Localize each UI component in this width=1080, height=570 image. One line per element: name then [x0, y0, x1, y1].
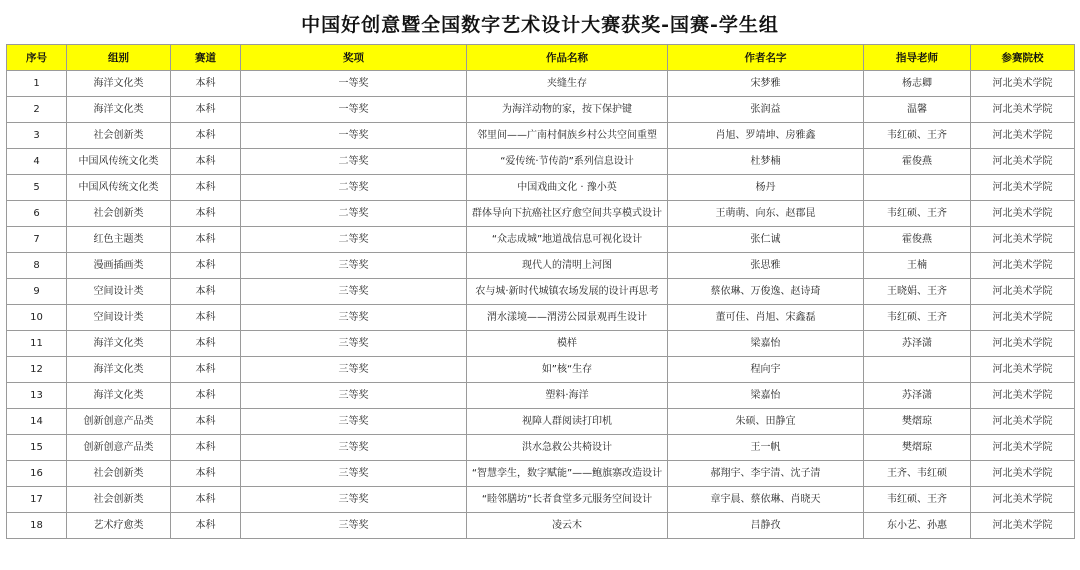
cell-advisors: 韦红硕、王齐 — [864, 201, 971, 227]
cell-work-title: 群体导向下抗癌社区疗愈空间共享模式设计 — [467, 201, 668, 227]
cell-index: 2 — [7, 97, 67, 123]
cell-authors: 梁嘉怡 — [668, 331, 864, 357]
cell-category: 社会创新类 — [67, 201, 171, 227]
cell-category: 社会创新类 — [67, 461, 171, 487]
cell-track: 本科 — [171, 487, 241, 513]
cell-advisors: 韦红硕、王齐 — [864, 305, 971, 331]
cell-category: 海洋文化类 — [67, 331, 171, 357]
cell-category: 创新创意产品类 — [67, 435, 171, 461]
table-row — [7, 305, 1075, 331]
cell-school: 河北美术学院 — [971, 97, 1075, 123]
cell-award: 三等奖 — [241, 253, 467, 279]
cell-award: 一等奖 — [241, 97, 467, 123]
cell-index: 10 — [7, 305, 67, 331]
cell-authors: 吕静孜 — [668, 513, 864, 539]
cell-advisors: 王齐、韦红硕 — [864, 461, 971, 487]
cell-index: 9 — [7, 279, 67, 305]
cell-authors: 杨丹 — [668, 175, 864, 201]
cell-track: 本科 — [171, 175, 241, 201]
table-row — [7, 279, 1075, 305]
cell-advisors — [864, 357, 971, 383]
cell-school: 河北美术学院 — [971, 461, 1075, 487]
table-row — [7, 149, 1075, 175]
cell-index: 8 — [7, 253, 67, 279]
cell-work-title: “爱传统·节传韵”系列信息设计 — [467, 149, 668, 175]
cell-track: 本科 — [171, 253, 241, 279]
cell-track: 本科 — [171, 383, 241, 409]
cell-track: 本科 — [171, 227, 241, 253]
cell-advisors: 樊熠琼 — [864, 435, 971, 461]
cell-index: 11 — [7, 331, 67, 357]
cell-work-title: 为海洋动物的家，按下保护键 — [467, 97, 668, 123]
table-row — [7, 487, 1075, 513]
cell-authors: 宋梦雅 — [668, 71, 864, 97]
cell-category: 红色主题类 — [67, 227, 171, 253]
cell-school: 河北美术学院 — [971, 305, 1075, 331]
table-body — [7, 71, 1075, 539]
cell-advisors — [864, 175, 971, 201]
table-row — [7, 357, 1075, 383]
cell-work-title: 中国戏曲文化 · 豫小英 — [467, 175, 668, 201]
cell-track: 本科 — [171, 97, 241, 123]
awards-table — [6, 44, 1075, 539]
cell-authors: 王萌萌、向东、赵郡昆 — [668, 201, 864, 227]
cell-work-title: 夹缝生存 — [467, 71, 668, 97]
cell-index: 14 — [7, 409, 67, 435]
cell-advisors: 韦红硕、王齐 — [864, 123, 971, 149]
cell-award: 三等奖 — [241, 305, 467, 331]
cell-authors: 蔡依琳、万俊逸、赵诗琦 — [668, 279, 864, 305]
cell-advisors: 韦红硕、王齐 — [864, 487, 971, 513]
cell-award: 一等奖 — [241, 71, 467, 97]
cell-category: 空间设计类 — [67, 305, 171, 331]
table-row — [7, 253, 1075, 279]
cell-authors: 程向宇 — [668, 357, 864, 383]
cell-category: 中国风传统文化类 — [67, 175, 171, 201]
cell-track: 本科 — [171, 201, 241, 227]
cell-index: 1 — [7, 71, 67, 97]
cell-index: 4 — [7, 149, 67, 175]
cell-school: 河北美术学院 — [971, 175, 1075, 201]
cell-track: 本科 — [171, 149, 241, 175]
cell-index: 17 — [7, 487, 67, 513]
cell-authors: 张思雅 — [668, 253, 864, 279]
award-sheet — [6, 6, 1074, 539]
column-header-work-title: 作品名称 — [467, 45, 668, 71]
cell-school: 河北美术学院 — [971, 487, 1075, 513]
cell-school: 河北美术学院 — [971, 409, 1075, 435]
cell-category: 海洋文化类 — [67, 357, 171, 383]
cell-index: 15 — [7, 435, 67, 461]
cell-award: 三等奖 — [241, 487, 467, 513]
cell-index: 5 — [7, 175, 67, 201]
cell-advisors: 霍俊燕 — [864, 227, 971, 253]
cell-work-title: “智慧孪生，数字赋能”——鲍旗寨改造设计 — [467, 461, 668, 487]
cell-index: 12 — [7, 357, 67, 383]
table-row — [7, 97, 1075, 123]
cell-authors: 张仁诚 — [668, 227, 864, 253]
cell-category: 艺术疗愈类 — [67, 513, 171, 539]
cell-school: 河北美术学院 — [971, 201, 1075, 227]
cell-track: 本科 — [171, 461, 241, 487]
cell-index: 3 — [7, 123, 67, 149]
cell-index: 7 — [7, 227, 67, 253]
cell-category: 海洋文化类 — [67, 71, 171, 97]
cell-award: 三等奖 — [241, 435, 467, 461]
table-row — [7, 461, 1075, 487]
cell-category: 漫画插画类 — [67, 253, 171, 279]
cell-work-title: 洪水急救公共椅设计 — [467, 435, 668, 461]
cell-award: 二等奖 — [241, 201, 467, 227]
cell-work-title: 凌云木 — [467, 513, 668, 539]
cell-advisors: 霍俊燕 — [864, 149, 971, 175]
cell-school: 河北美术学院 — [971, 227, 1075, 253]
table-row — [7, 331, 1075, 357]
cell-award: 二等奖 — [241, 227, 467, 253]
cell-work-title: 塑料·海洋 — [467, 383, 668, 409]
cell-track: 本科 — [171, 305, 241, 331]
cell-advisors: 东小艺、孙惠 — [864, 513, 971, 539]
cell-category: 海洋文化类 — [67, 383, 171, 409]
cell-index: 6 — [7, 201, 67, 227]
cell-category: 海洋文化类 — [67, 97, 171, 123]
cell-school: 河北美术学院 — [971, 331, 1075, 357]
table-row — [7, 71, 1075, 97]
table-row — [7, 201, 1075, 227]
cell-award: 三等奖 — [241, 383, 467, 409]
cell-award: 三等奖 — [241, 513, 467, 539]
cell-category: 创新创意产品类 — [67, 409, 171, 435]
cell-authors: 梁嘉怡 — [668, 383, 864, 409]
column-header-authors: 作者名字 — [668, 45, 864, 71]
cell-school: 河北美术学院 — [971, 435, 1075, 461]
cell-work-title: 如”核“生存 — [467, 357, 668, 383]
column-header-track: 赛道 — [171, 45, 241, 71]
cell-authors: 王一帆 — [668, 435, 864, 461]
cell-work-title: “众志成城”地道战信息可视化设计 — [467, 227, 668, 253]
cell-track: 本科 — [171, 279, 241, 305]
cell-school: 河北美术学院 — [971, 71, 1075, 97]
cell-track: 本科 — [171, 513, 241, 539]
cell-award: 三等奖 — [241, 357, 467, 383]
table-row — [7, 435, 1075, 461]
cell-school: 河北美术学院 — [971, 279, 1075, 305]
cell-track: 本科 — [171, 123, 241, 149]
cell-award: 三等奖 — [241, 409, 467, 435]
cell-work-title: 现代人的清明上河图 — [467, 253, 668, 279]
cell-authors: 张润益 — [668, 97, 864, 123]
cell-authors: 郝翔宇、李宇清、沈子清 — [668, 461, 864, 487]
table-row — [7, 123, 1075, 149]
cell-authors: 杜梦楠 — [668, 149, 864, 175]
cell-advisors: 樊熠琼 — [864, 409, 971, 435]
cell-school: 河北美术学院 — [971, 383, 1075, 409]
cell-work-title: 农与城·新时代城镇农场发展的设计再思考 — [467, 279, 668, 305]
cell-work-title: 视障人群阅读打印机 — [467, 409, 668, 435]
table-row — [7, 175, 1075, 201]
column-header-category: 组别 — [67, 45, 171, 71]
cell-award: 三等奖 — [241, 461, 467, 487]
cell-advisors: 温馨 — [864, 97, 971, 123]
cell-school: 河北美术学院 — [971, 123, 1075, 149]
cell-category: 社会创新类 — [67, 123, 171, 149]
cell-award: 二等奖 — [241, 175, 467, 201]
cell-track: 本科 — [171, 435, 241, 461]
cell-track: 本科 — [171, 331, 241, 357]
table-row — [7, 383, 1075, 409]
cell-category: 社会创新类 — [67, 487, 171, 513]
cell-advisors: 苏泽潇 — [864, 383, 971, 409]
cell-index: 16 — [7, 461, 67, 487]
cell-advisors: 杨志卿 — [864, 71, 971, 97]
table-row — [7, 227, 1075, 253]
cell-award: 三等奖 — [241, 279, 467, 305]
cell-school: 河北美术学院 — [971, 149, 1075, 175]
cell-track: 本科 — [171, 357, 241, 383]
cell-school: 河北美术学院 — [971, 357, 1075, 383]
cell-work-title: 模样 — [467, 331, 668, 357]
column-header-advisors: 指导老师 — [864, 45, 971, 71]
cell-advisors: 苏泽潇 — [864, 331, 971, 357]
column-header-school: 参赛院校 — [971, 45, 1075, 71]
cell-school: 河北美术学院 — [971, 513, 1075, 539]
column-header-award: 奖项 — [241, 45, 467, 71]
cell-track: 本科 — [171, 409, 241, 435]
column-header-index: 序号 — [7, 45, 67, 71]
cell-work-title: 渭水漾境——渭涝公园景观再生设计 — [467, 305, 668, 331]
cell-authors: 董可佳、肖旭、宋鑫磊 — [668, 305, 864, 331]
table-row — [7, 513, 1075, 539]
cell-category: 中国风传统文化类 — [67, 149, 171, 175]
cell-category: 空间设计类 — [67, 279, 171, 305]
cell-award: 一等奖 — [241, 123, 467, 149]
cell-authors: 章宇晨、蔡依琳、肖晓天 — [668, 487, 864, 513]
page-title: 中国好创意暨全国数字艺术设计大赛获奖-国赛-学生组 — [301, 14, 779, 36]
cell-advisors: 王楠 — [864, 253, 971, 279]
cell-index: 13 — [7, 383, 67, 409]
table-row — [7, 409, 1075, 435]
cell-advisors: 王晓娟、王齐 — [864, 279, 971, 305]
cell-award: 三等奖 — [241, 331, 467, 357]
table-header-row — [7, 45, 1075, 71]
cell-school: 河北美术学院 — [971, 253, 1075, 279]
cell-authors: 肖旭、罗靖坤、房雅鑫 — [668, 123, 864, 149]
cell-work-title: 邻里间——广南村侗族乡村公共空间重塑 — [467, 123, 668, 149]
cell-authors: 朱硕、田静宜 — [668, 409, 864, 435]
cell-award: 二等奖 — [241, 149, 467, 175]
cell-work-title: “睦邻膳坊”长者食堂多元服务空间设计 — [467, 487, 668, 513]
cell-index: 18 — [7, 513, 67, 539]
cell-track: 本科 — [171, 71, 241, 97]
